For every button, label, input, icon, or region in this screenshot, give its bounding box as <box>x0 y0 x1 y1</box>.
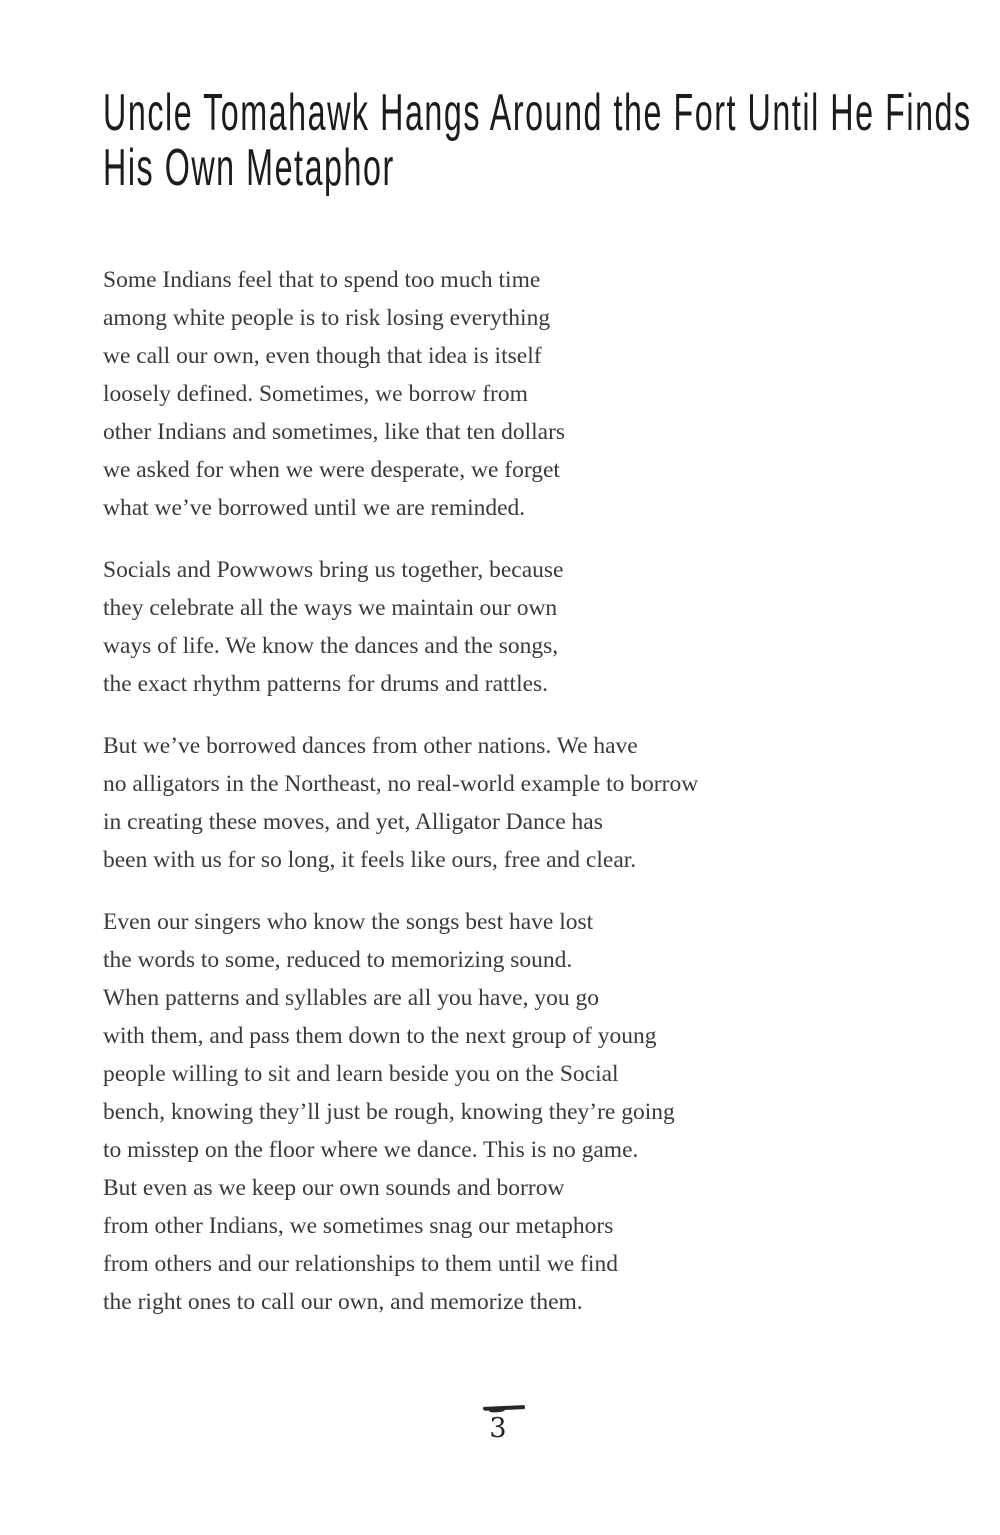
poem-stanza <box>103 727 698 879</box>
poem-line: we asked for when we were desperate, we forget <box>103 457 560 483</box>
poem-line: people willing to sit and learn beside you on the Social <box>103 1061 619 1087</box>
poem-title-line-1: Uncle Tomahawk Hangs Around the Fort Until He Finds <box>103 84 972 142</box>
footer-rule <box>483 1405 525 1411</box>
poem-line: in creating these moves, and yet, Alligator Dance has <box>103 809 603 835</box>
poem-line: But even as we keep our own sounds and borrow <box>103 1175 565 1201</box>
poem-line: Socials and Powwows bring us together, because <box>103 557 564 583</box>
poem-line: been with us for so long, it feels like ours, free and clear. <box>103 847 637 873</box>
poem-title <box>103 86 1000 196</box>
poem-line: the right ones to call our own, and memorize them. <box>103 1289 583 1315</box>
poem-line: what we’ve borrowed until we are reminded. <box>103 495 526 521</box>
poem-line: Even our singers who know the songs best have lost <box>103 909 594 935</box>
poem-stanza <box>103 551 698 703</box>
poem-line: the exact rhythm patterns for drums and rattles. <box>103 671 549 697</box>
poem-line: to misstep on the floor where we dance. This is no game. <box>103 1137 639 1163</box>
poem-line: the words to some, reduced to memorizing sound. <box>103 947 573 973</box>
poem-stanza <box>103 261 698 527</box>
poem-line: But we’ve borrowed dances from other nations. We have <box>103 733 638 759</box>
poem-stanza <box>103 903 698 1321</box>
poem-line: ways of life. We know the dances and the songs, <box>103 633 559 659</box>
page-number: 3 <box>489 1413 507 1444</box>
poem-line: from other Indians, we sometimes snag our metaphors <box>103 1213 614 1239</box>
poem-line: no alligators in the Northeast, no real-world example to borrow <box>103 771 699 797</box>
poem-line: Some Indians feel that to spend too much time <box>103 267 541 293</box>
poem-line: from others and our relationships to them until we find <box>103 1251 618 1277</box>
poem-body <box>103 261 698 1345</box>
poem-line: bench, knowing they’ll just be rough, knowing they’re going <box>103 1099 675 1125</box>
poem-line: among white people is to risk losing everything <box>103 305 551 331</box>
poem-title-line-2: His Own Metaphor <box>103 139 395 197</box>
poem-line: with them, and pass them down to the next group of young <box>103 1023 657 1049</box>
poem-line: we call our own, even though that idea is itself <box>103 343 542 369</box>
poem-line: loosely defined. Sometimes, we borrow from <box>103 381 528 407</box>
poem-line: they celebrate all the ways we maintain our own <box>103 595 558 621</box>
poem-line: other Indians and sometimes, like that ten dollars <box>103 419 566 445</box>
poem-line: When patterns and syllables are all you have, you go <box>103 985 599 1011</box>
